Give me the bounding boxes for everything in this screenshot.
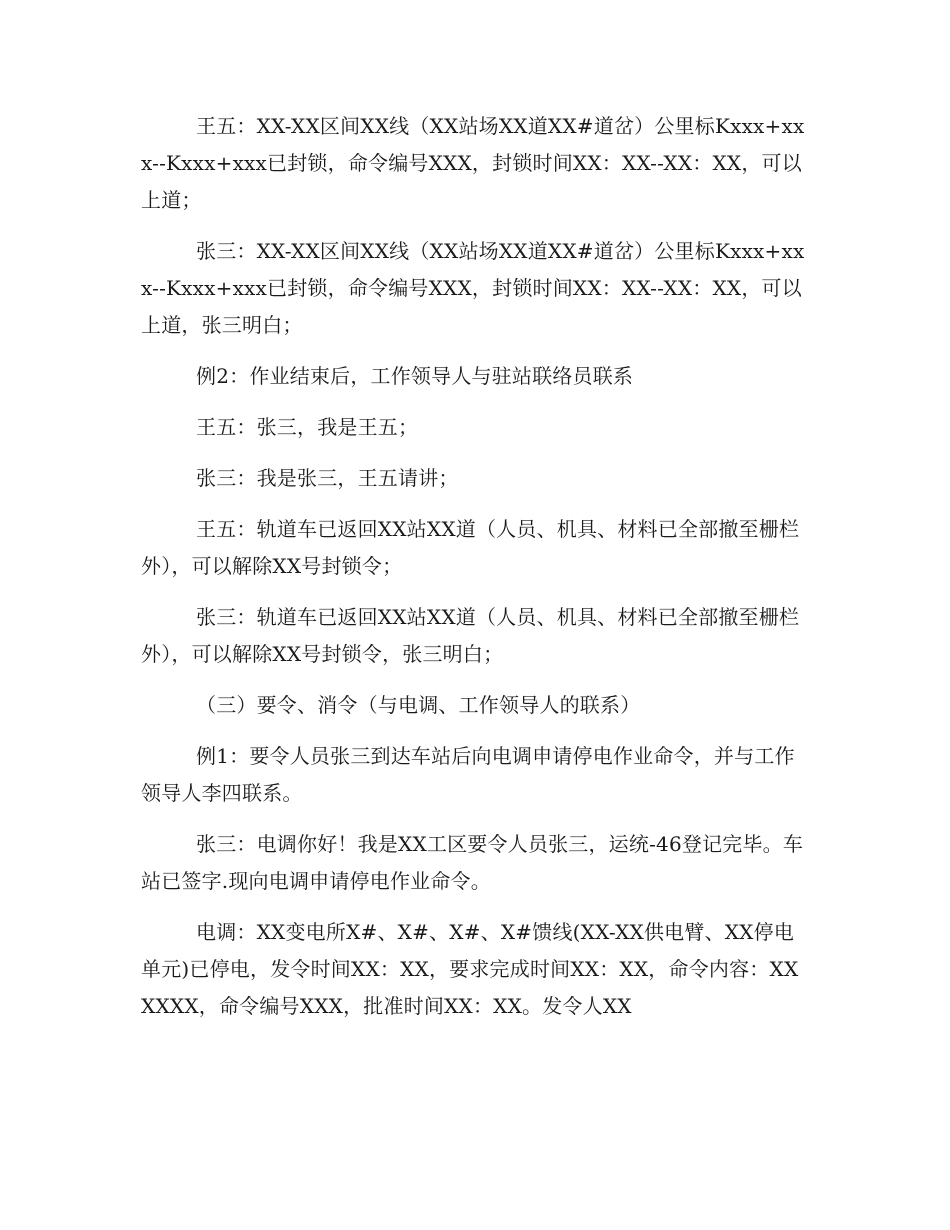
paragraph-wangwu-release-request: 王五：轨道车已返回XX站XX道（人员、机具、材料已全部撤至栅栏外），可以解除XX号封锁令； [141, 517, 800, 578]
paragraph-zhangsan-release-ack: 张三：轨道车已返回XX站XX道（人员、机具、材料已全部撤至栅栏外），可以解除XX号封锁令，张三明白； [141, 605, 800, 666]
paragraph-wangwu-blockade-confirm: 王五：XX-XX区间XX线（XX站场XX道XX#道岔）公里标Kxxx+xxx--Kxxx+xxx已封锁，命令编号XXX，封锁时间XX：XX--XX：XX，可以上道； [141, 114, 805, 212]
paragraph-dispatcher-order: 电调：XX变电所X#、X#、X#、X#馈线(XX-XX供电臂、XX停电单元)已停电，发令时间XX：XX，要求完成时间XX：XX，命令内容：XXXXXX，命令编号XXX，批准时间XX：XX。发令人XX [141, 920, 799, 1018]
paragraph-example-1-heading: 例1：要令人员张三到达车站后向电调申请停电作业命令，并与工作领导人李四联系。 [141, 744, 795, 805]
section-heading-power-order: （三）要令、消令（与电调、工作领导人的联系） [196, 693, 641, 717]
paragraph-example-2-heading: 例2：作业结束后，工作领导人与驻站联络员联系 [196, 364, 634, 388]
document-body [141, 108, 809, 1039]
paragraph-zhangsan-power-request: 张三：电调你好！我是XX工区要令人员张三，运统-46登记完毕。车站已签字.现向电调申请停电作业命令。 [141, 832, 804, 893]
paragraph-zhangsan-reply: 张三：我是张三，王五请讲； [196, 466, 459, 490]
paragraph-wangwu-greeting: 王五：张三，我是王五； [196, 415, 419, 439]
paragraph-zhangsan-blockade-ack: 张三：XX-XX区间XX线（XX站场XX道XX#道岔）公里标Kxxx+xxx--Kxxx+xxx已封锁，命令编号XXX，封锁时间XX：XX--XX：XX，可以上道，张三明白； [141, 239, 805, 337]
